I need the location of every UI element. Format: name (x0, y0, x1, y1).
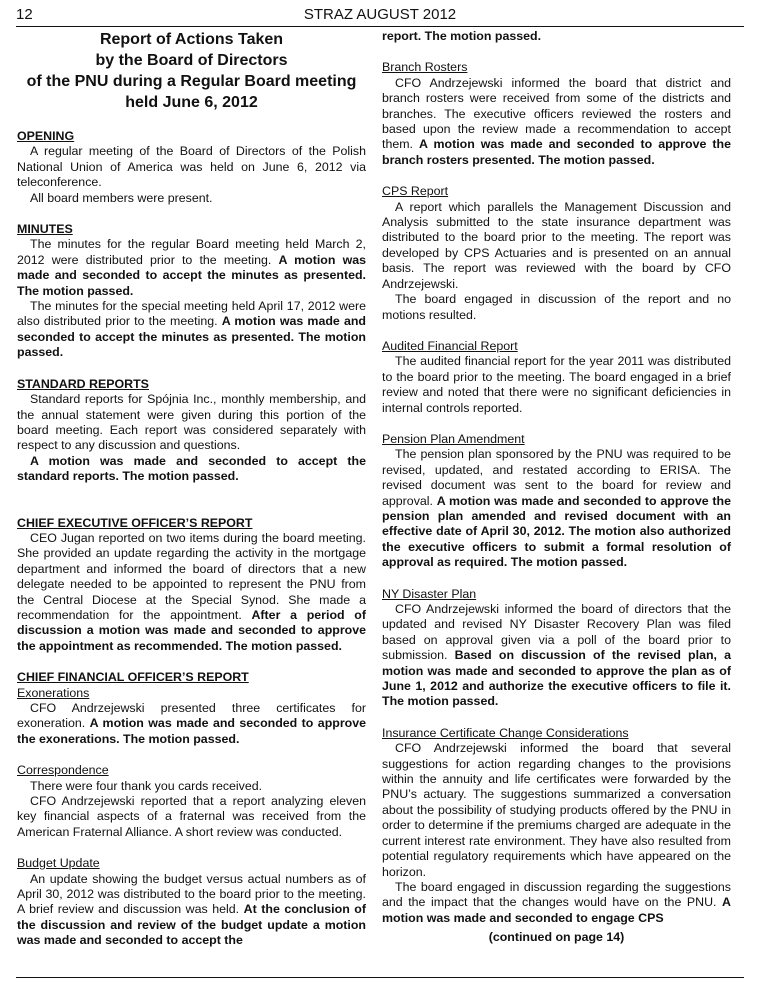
branch-rosters-heading: Branch Rosters (382, 60, 468, 75)
report-title-line: held June 6, 2012 (125, 94, 258, 111)
minutes-text-2: The minutes for the special meeting held April 17, 2012 were also distributed prior to the meeting. (17, 299, 366, 329)
page-footer-rule (16, 977, 744, 978)
cps-report-paragraph-1: A report which parallels the Management Discussion and Analysis submitted to the state insurance department was distributed to the board prior to the meeting. The report was developed by CPS Actuaries and is presented on an annual basis. The report was reviewed with the board by CFO Andrzejewski. (382, 199, 731, 291)
continued-notice: (continued on page 14) (488, 930, 625, 945)
cps-report-heading: CPS Report (382, 184, 449, 199)
ceo-report-paragraph (17, 531, 366, 654)
correspondence-paragraph-1: There were four thank you cards received. (30, 778, 263, 793)
budget-update-motion-end: report. The motion passed. (382, 29, 542, 43)
publication-title: STRAZ AUGUST 2012 (303, 6, 457, 23)
page-header (16, 6, 744, 27)
exonerations-text: CFO Andrzejewski presented three certificates for exoneration. (17, 701, 366, 731)
branch-rosters-motion: A motion was made and seconded to approve the branch rosters presented. The motion passed. (382, 137, 731, 167)
audited-report-paragraph: The audited financial report for the year 2011 was distributed to the board prior to the meeting. The board engaged in a brief review and noted that there were no significant deficiencies in internal controls reported. (382, 354, 731, 415)
pension-plan-heading: Pension Plan Amendment (382, 431, 525, 446)
exonerations-heading: Exonerations (17, 685, 90, 700)
opening-attendance: All board members were present. (30, 190, 213, 205)
budget-update-heading: Budget Update (17, 856, 100, 871)
ceo-report-motion: After a period of discussion a motion was made and seconded to approve the appointment as recommended. The motion passed. (17, 607, 366, 653)
ny-disaster-motion: Based on discussion of the revised plan, a motion was made and seconded to approve the plan as of June 1, 2012 and authorize the executive officers to file it. The motion passed. (382, 648, 731, 709)
correspondence-heading: Correspondence (17, 763, 109, 778)
budget-update-motion: At the conclusion of the discussion and review of the budget update a motion was made and seconded to accept the (17, 902, 366, 948)
opening-paragraph: A regular meeting of the Board of Directors of the Polish National Union of America was held on June 6, 2012 via teleconference. (17, 144, 366, 190)
budget-update-paragraph (17, 872, 366, 949)
report-title-line: of the PNU during a Regular Board meeting (26, 73, 357, 90)
ny-disaster-paragraph (382, 602, 731, 710)
insurance-cert-motion: A motion was made and seconded to engage CPS (382, 895, 731, 925)
standard-reports-paragraph: Standard reports for Spójnia Inc., monthly membership, and the annual statement were given during this portion of the board meeting. Each report was considered separately with respect to any discussion and questions. (17, 392, 366, 453)
ny-disaster-heading: NY Disaster Plan (382, 586, 477, 601)
insurance-cert-heading: Insurance Certificate Change Considerations (382, 725, 629, 740)
correspondence-paragraph-2: CFO Andrzejewski reported that a report analyzing eleven key financial aspects of a fraternal was received from the American Fraternal Alliance. A short review was conducted. (17, 794, 366, 839)
minutes-motion-1: A motion was made and seconded to accept the minutes as presented. The motion passed. (17, 252, 366, 298)
exonerations-motion: A motion was made and seconded to approve the exonerations. The motion passed. (17, 716, 367, 746)
standard-reports-heading: STANDARD REPORTS (17, 376, 149, 391)
branch-rosters-text: CFO Andrzejewski informed the board that district and branch rosters were received from some of the districts and branches. The executive officers reviewed the rosters and based upon the review made a recommendation to accept them. (382, 75, 731, 152)
budget-update-text: An update showing the budget versus actual numbers as of April 30, 2012 was distributed to the board prior to the meeting. A brief review and discussion was held. (17, 871, 366, 917)
ceo-report-text: CEO Jugan reported on two items during the board meeting. She provided an update regarding the activity in the mortgage department and informed the board of directors that a new delegate needed to be appointed to represent the PNU from the Central Diocese at the Special Synod. She made a recommendation for the appointment. (17, 530, 366, 622)
insurance-cert-paragraph-2 (382, 880, 731, 926)
standard-reports-motion (17, 454, 366, 485)
budget-update-continued (382, 29, 731, 44)
standard-reports-motion-text: A motion was made and seconded to accept the standard reports. The motion passed. (17, 453, 366, 484)
minutes-paragraph-2 (17, 299, 366, 361)
minutes-motion-2: A motion was made and seconded to accept the minutes as presented. The motion passed. (17, 314, 366, 360)
cfo-report-heading: CHIEF FINANCIAL OFFICER’S REPORT (17, 670, 249, 685)
pension-plan-paragraph (382, 447, 731, 570)
report-title-line: by the Board of Directors (95, 52, 288, 69)
ceo-report-heading: CHIEF EXECUTIVE OFFICER’S REPORT (17, 515, 253, 530)
audited-report-heading: Audited Financial Report (382, 338, 518, 353)
insurance-cert-paragraph-1: CFO Andrzejewski informed the board that several suggestions for action regarding changes to the provisions within the annuity and life certificates were forwarded by the PNU’s actuary. The suggestions summarized a conversation about the possibility of studying products offered by the PNU in order to determine if the premiums charged are adequate in the current interest rate environment. They have also resulted from potential regulatory requirements which have appeared on the horizon. (382, 741, 731, 879)
insurance-cert-text: The board engaged in discussion regarding the suggestions and the impact that the changes would have on the PNU. (382, 879, 731, 910)
pension-plan-text: The pension plan sponsored by the PNU was required to be revised, updated, and restated according to ERISA. The revised document was sent to the board for review and approval. (382, 447, 731, 508)
left-column (17, 29, 366, 949)
opening-heading: OPENING (17, 129, 75, 143)
minutes-paragraph-1 (17, 237, 366, 299)
exonerations-paragraph (17, 701, 366, 747)
report-title-line: Report of Actions Taken (99, 31, 284, 48)
minutes-text-1: The minutes for the regular Board meeting held March 2, 2012 were distributed prior to the meeting. (17, 237, 366, 267)
branch-rosters-paragraph (382, 76, 731, 168)
ny-disaster-text: CFO Andrzejewski informed the board of directors that the updated and revised NY Disaster Recovery Plan was filed based on approval given via a poll of the board prior to submission. (382, 602, 731, 663)
cps-report-paragraph-2: The board engaged in discussion of the report and no motions resulted. (382, 292, 731, 322)
page-number: 12 (16, 6, 33, 23)
report-title (17, 29, 366, 113)
minutes-heading: MINUTES (17, 222, 73, 237)
pension-plan-motion: A motion was made and seconded to approve the pension plan amended and revised document with an effective date of April 30, 2012. The motion also authorized the executive officers to submit a formal resolution of approval as required. The motion passed. (382, 493, 731, 570)
right-column-content (382, 29, 731, 946)
